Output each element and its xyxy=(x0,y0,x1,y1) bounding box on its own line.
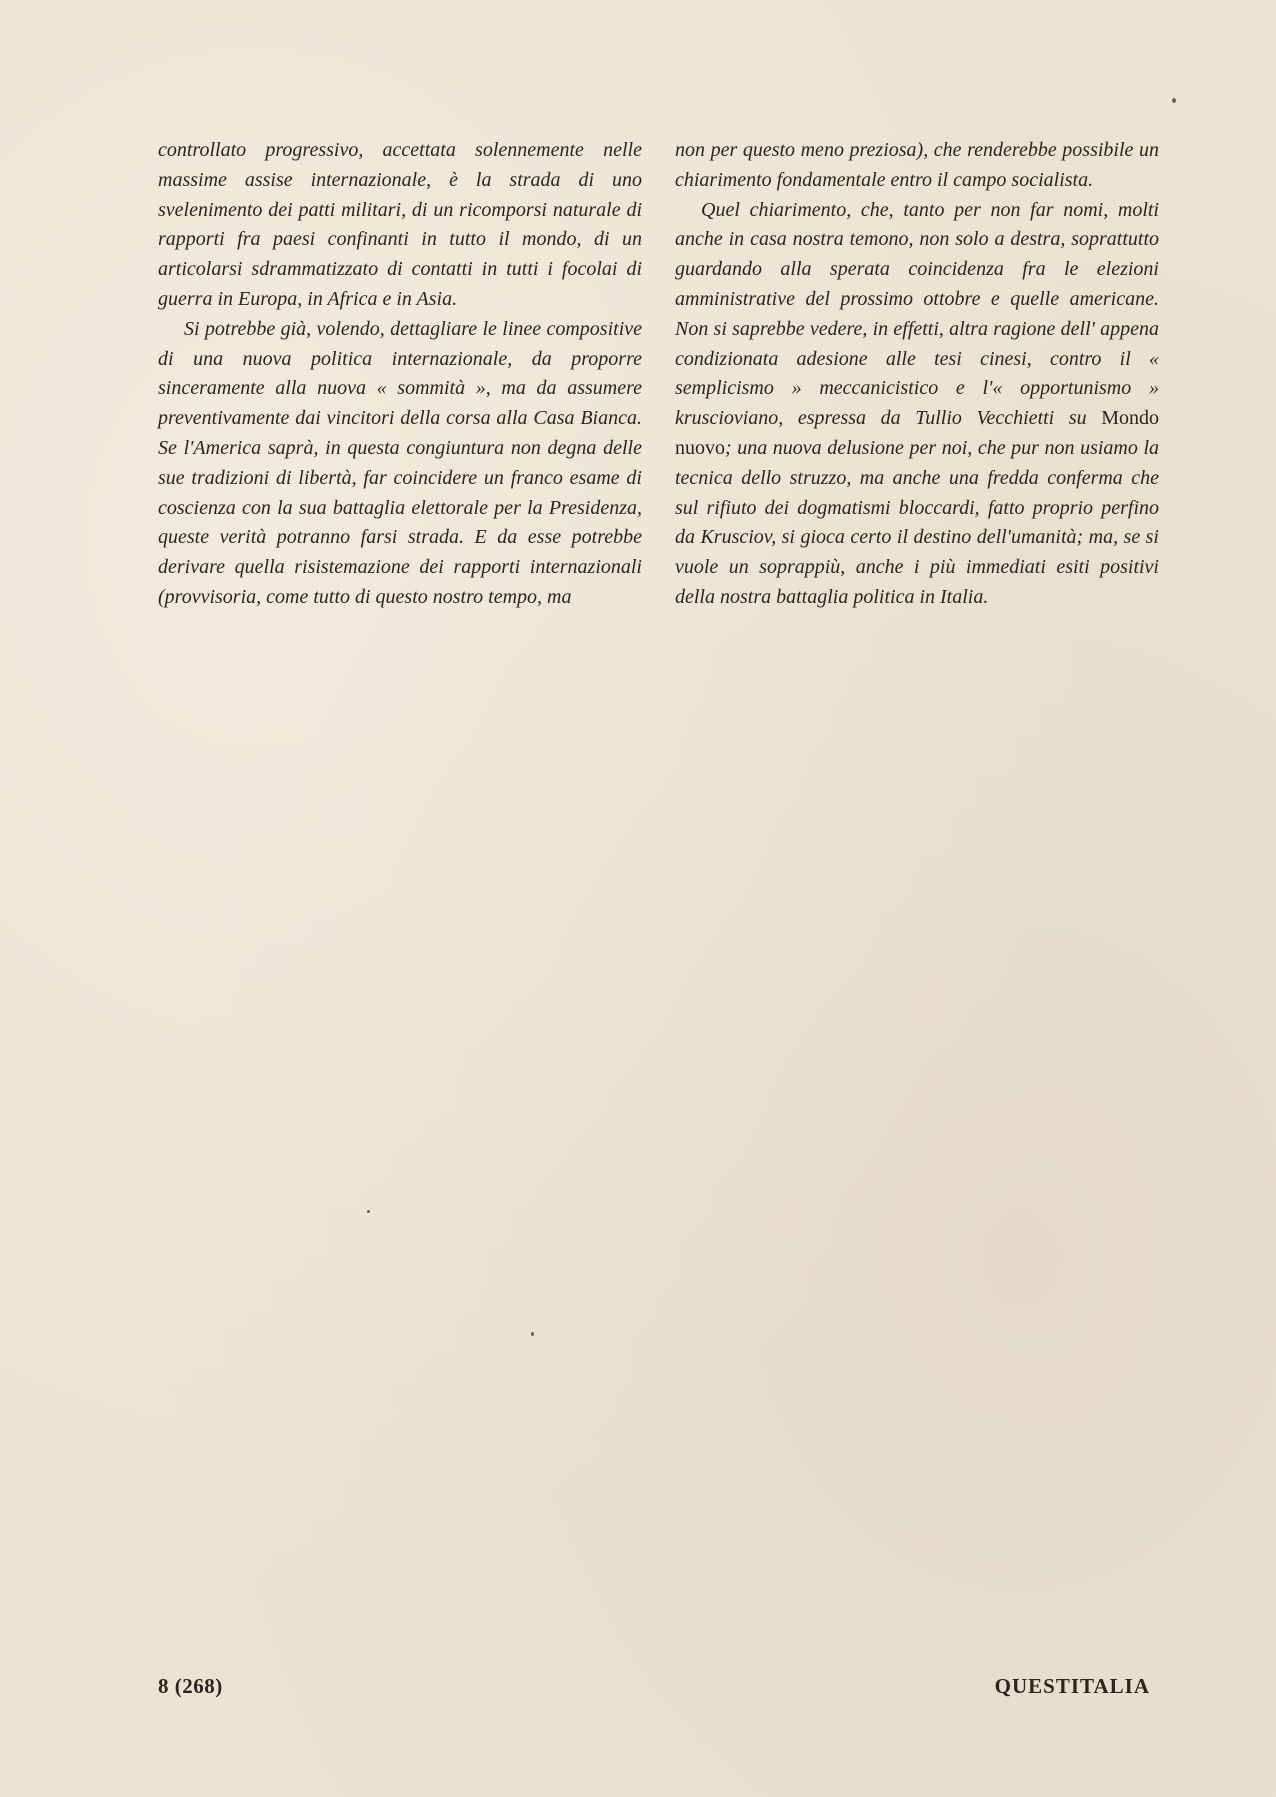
left-paragraph-1: controllato progressivo, accettata solennemente nelle massime assise internazionale, è la strada di uno svelenimento dei patti militari, di un ricomporsi naturale di rapporti fra paesi confinanti in tutto il mondo, di un articolarsi sdrammatizzato di contatti in tutti i focolai di guerra in Europa, in Africa e in Asia. xyxy=(158,139,642,310)
magazine-name: QUESTITALIA xyxy=(994,1674,1150,1698)
paper-speck xyxy=(367,1210,370,1213)
left-column xyxy=(158,136,642,613)
right-column xyxy=(675,136,1159,613)
left-paragraph-2: Si potrebbe già, volendo, dettagliare le linee compositive di una nuova politica internazionale, da proporre sinceramente alla nuova « sommità », ma da assumere preventivamente dai vincitori della corsa alla Casa Bianca. Se l'America saprà, in questa congiuntura non degna delle sue tradizioni di libertà, far coincidere un franco esame di coscienza con la sua battaglia elettorale per la Presidenza, queste verità potranno farsi strada. E da esse potrebbe derivare quella risistemazione dei rapporti internazionali (provvisoria, come tutto di questo nostro tempo, ma xyxy=(158,317,642,608)
right-paragraph-2 xyxy=(675,196,1159,613)
page-number: 8 (268) xyxy=(158,1674,223,1698)
right-paragraph-2-text-a: Quel chiarimento, che, tanto per non far nomi, molti anche in casa nostra temono, non solo a destra, soprattutto guardando alla sperata coincidenza fra le elezioni amministrative del prossimo ottobre e quelle americane. Non si saprebbe vedere, in effetti, altra ragione dell' appena condizionata adesione alle tesi cinesi, contro il « semplicismo » meccanicistico e l'« opportunismo » kruscioviano, espressa da Tullio Vecchietti su xyxy=(675,198,1159,430)
right-paragraph-1: non per questo meno preziosa), che renderebbe possibile un chiarimento fondamentale entro il campo socialista. xyxy=(675,139,1159,191)
paper-speck xyxy=(1172,98,1176,103)
journal-title: Mondo nuovo xyxy=(675,407,1159,459)
paper-speck xyxy=(531,1332,534,1336)
right-paragraph-2-text-b: ; una nuova delusione per noi, che pur non usiamo la tecnica dello struzzo, ma anche una fredda conferma che sul rifiuto dei dogmatismi bloccardi, fatto proprio perfino da Krusciov, si gioca certo il destino dell'umanità; ma, se si vuole un soprappiù, anche i più immediati esiti positivi della nostra battaglia politica in Italia. xyxy=(675,436,1159,608)
